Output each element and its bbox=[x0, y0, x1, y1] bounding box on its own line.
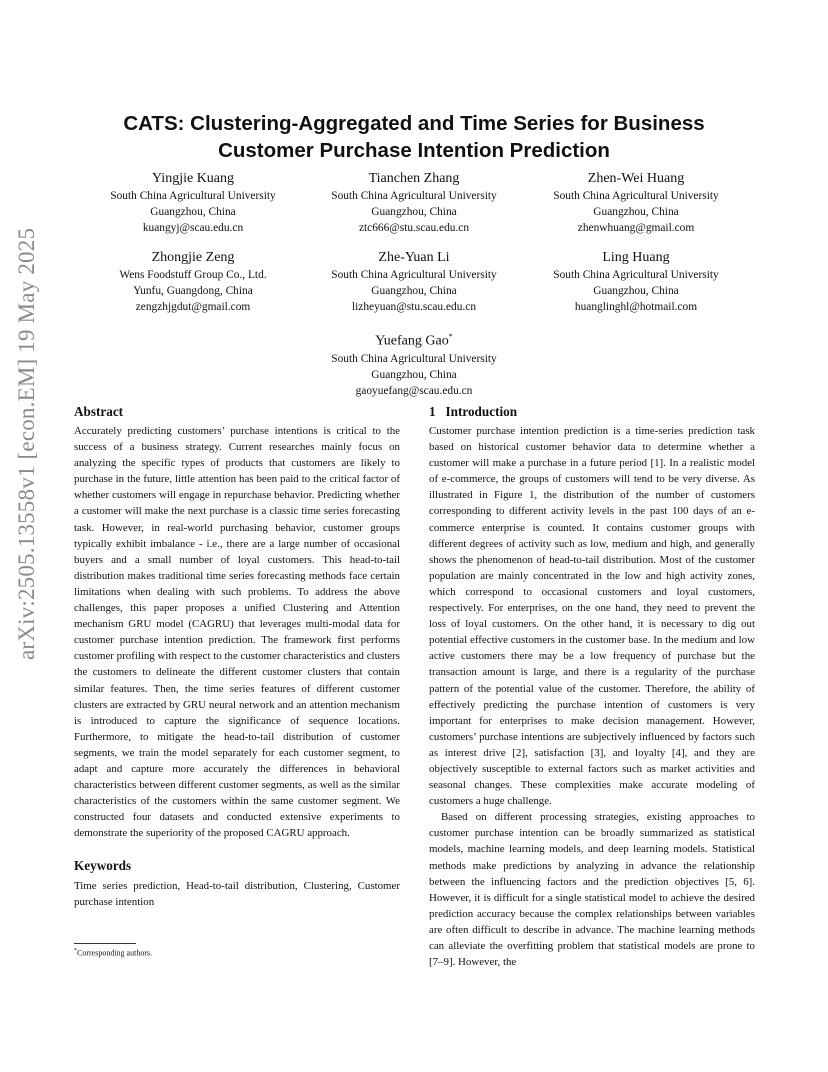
author-email: zengzhjgdut@gmail.com bbox=[135, 301, 251, 313]
author-location: Guangzhou, China bbox=[371, 285, 457, 297]
keywords-heading: Keywords bbox=[74, 858, 132, 873]
author-name: Zhongjie Zeng bbox=[151, 250, 235, 265]
author-location: Guangzhou, China bbox=[150, 206, 236, 218]
author-block bbox=[78, 170, 308, 236]
author-location: Guangzhou, China bbox=[371, 206, 457, 218]
paper-title: CATS: Clustering-Aggregated and Time Series for Business Customer Purchase Intention Prediction bbox=[123, 112, 705, 162]
author-affiliation: South China Agricultural University bbox=[553, 269, 719, 281]
author-email: ztc666@stu.scau.edu.cn bbox=[358, 222, 470, 234]
author-name bbox=[299, 328, 529, 351]
author-email: lizheyuan@stu.scau.edu.cn bbox=[351, 301, 477, 313]
author-email: gaoyuefang@scau.edu.cn bbox=[355, 384, 473, 397]
author-affiliation: South China Agricultural University bbox=[553, 190, 719, 202]
introduction-paragraph: Based on different processing strategies, existing approaches to customer purchase intention can be broadly summarized as statistical models, machine learning models, and deep learning models. Statistical methods make predictions by analyzing in advance the relationship between the influencing factors and the prediction objectives [5, 6]. However, it is difficult for a single statistical model to achieve the desired prediction accuracy because the complex relationships between variables are often difficult to describe in advance. The machine learning methods can alleviate the overfitting problem that statistical models are prone to [7–9]. However, the bbox=[429, 811, 755, 969]
author-affiliation: Wens Foodstuff Group Co., Ltd. bbox=[119, 269, 267, 281]
author-name: Zhe-Yuan Li bbox=[378, 250, 450, 265]
author-name-text: Yuefang Gao bbox=[375, 333, 449, 349]
author-affiliation: South China Agricultural University bbox=[331, 269, 497, 281]
footnote-mark: * bbox=[74, 948, 77, 954]
author-affiliation: South China Agricultural University bbox=[331, 352, 497, 365]
introduction-body bbox=[429, 423, 755, 970]
abstract-body bbox=[74, 423, 400, 841]
author-email: kuangyj@scau.edu.cn bbox=[142, 222, 244, 234]
footnote-rule bbox=[74, 943, 136, 944]
keywords-body bbox=[74, 878, 400, 910]
arxiv-identifier: arXiv:2505.13558v1 [econ.EM] 19 May 2025 bbox=[14, 227, 39, 660]
footnote bbox=[74, 948, 152, 958]
author-affiliation: South China Agricultural University bbox=[331, 190, 497, 202]
abstract-text: Accurately predicting customers’ purchase intentions is critical to the success of a business strategy. Current researches mainly focus on analyzing the specific types of products that customers are likely to purchase in the future, little attention has been paid to the critical factor of whether customers will engage in repurchase behavior. Predicting whether a customer will make the next purchase is a classic time series forecasting task. However, in real-world purchasing behavior, customer groups typically exhibit imbalance - i.e., there are a large number of occasional buyers and a small number of loyal customers. This head-to-tail distribution makes traditional time series forecasting methods face certain limitations when dealing with such problems. To address the above challenges, this paper proposes a unified Clustering and Attention mechanism GRU model (CAGRU) that leverages multi-modal data for customer purchase intention prediction. The framework first performs customer profiling with respect to the customer characteristics and clusters the customers to delineate the different customer clusters that contain similar features. Then, the time series features of different customer clusters are extracted by GRU neural network and an attention mechanism is introduced to capture the significance of sequence locations. Furthermore, to mitigate the head-to-tail distribution of customer segments, we train the model separately for each customer segment, to adapt and capture more accurately the differences in behavioral characteristics between different customer segments, as well as the similar characteristics of the customers within the same customer segment. We constructed four datasets and conducted extensive experiments to demonstrate the superiority of the proposed CAGRU approach. bbox=[74, 425, 400, 840]
author-affiliation: South China Agricultural University bbox=[110, 190, 276, 202]
author-name: Ling Huang bbox=[602, 250, 670, 265]
keywords-text: Time series prediction, Head-to-tail distribution, Clustering, Customer purchase intention bbox=[74, 880, 400, 909]
author-block bbox=[299, 249, 529, 315]
author-email: zhenwhuang@gmail.com bbox=[577, 222, 695, 234]
author-location: Guangzhou, China bbox=[593, 206, 679, 218]
author-block bbox=[521, 249, 751, 315]
author-block bbox=[521, 170, 751, 236]
author-block bbox=[78, 249, 308, 315]
author-email: huanglinghl@hotmail.com bbox=[574, 301, 698, 313]
author-location: Yunfu, Guangdong, China bbox=[133, 285, 253, 297]
footnote-text: Corresponding authors. bbox=[77, 948, 153, 958]
author-name: Tianchen Zhang bbox=[368, 171, 460, 186]
author-location: Guangzhou, China bbox=[371, 368, 457, 381]
author-block bbox=[299, 170, 529, 236]
introduction-paragraph: Customer purchase intention prediction is a time-series prediction task based on historical customer behavior data to determine whether a customer will make a purchase in a future period [1]. In a realistic model of e-commerce, the groups of customers will tend to be very diverse. As illustrated in Figure 1, the distribution of the number of customers corresponding to different activity levels in the past 100 days of an e-commerce enterprise is counted. It contains customer groups with different degrees of activity such as low, medium and high, and generally shows the phenomenon of head-to-tail distribution. Most of the customer population are mainly concentrated in the low and high activity zones, which correspond to occasional customers and loyal customers, respectively. For enterprises, on the one hand, they need to prevent the loss of loyal customers. On the other hand, it is necessary to dig out potential effective customers in the customer base. In the medium and low active customers there may be a low frequency of purchase but the transaction amount is large, and there is a regularity of the purchase pattern of the potential value of the customer. Therefore, the ability of effectively predicting the purchase intention of customers is very important for enterprises to make decision management. However, customers’ purchase intentions are subjectively influenced by factors such as interest drive [2], satisfaction [3], and loyalty [4], and they are objectively susceptible to external factors such as market activities and seasonal changes. These complexities make accurate modeling of customers a huge challenge. bbox=[429, 425, 755, 808]
corresponding-mark: * bbox=[448, 332, 453, 341]
author-location: Guangzhou, China bbox=[593, 285, 679, 297]
abstract-heading: Abstract bbox=[74, 404, 124, 419]
author-block bbox=[299, 328, 529, 399]
introduction-heading: 1 Introduction bbox=[429, 404, 518, 419]
author-name: Zhen-Wei Huang bbox=[587, 171, 685, 186]
author-name: Yingjie Kuang bbox=[151, 171, 235, 186]
